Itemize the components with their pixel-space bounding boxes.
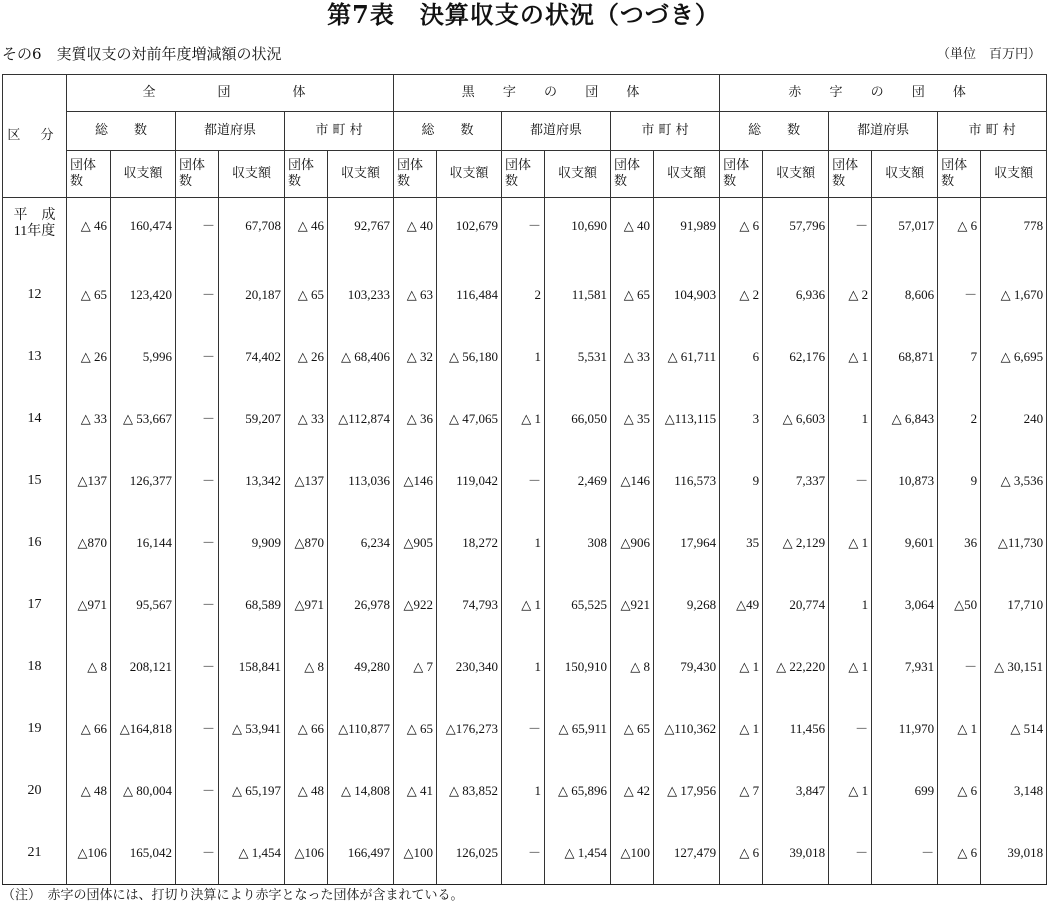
cell-count: △ 8 — [67, 636, 111, 698]
cell-amount: 6,234 — [328, 512, 394, 574]
cell-amount: 127,479 — [654, 822, 720, 885]
cell-count: △ 7 — [394, 636, 437, 698]
cell-amount: 68,589 — [219, 574, 285, 636]
cell-amount: △110,877 — [328, 698, 394, 760]
cell-count: △906 — [611, 512, 654, 574]
cell-count: △870 — [285, 512, 328, 574]
cell-amount: 59,207 — [219, 388, 285, 450]
footnote: （注） 赤字の団体には、打切り決算により赤字となった団体が含まれている。 — [2, 888, 464, 903]
cell-amount: 49,280 — [328, 636, 394, 698]
cell-count: － — [938, 636, 981, 698]
cell-amount: △ 56,180 — [437, 326, 502, 388]
header-amount: 収支額 — [437, 151, 502, 198]
cell-count: 7 — [938, 326, 981, 388]
cell-count: － — [176, 636, 219, 698]
cell-amount: △ 47,065 — [437, 388, 502, 450]
cell-count: △100 — [611, 822, 654, 885]
cell-amount: △ 514 — [981, 698, 1047, 760]
cell-count: △ 1 — [829, 512, 872, 574]
cell-count: △ 40 — [394, 198, 437, 265]
cell-count: △ 7 — [720, 760, 763, 822]
cell-count: △ 6 — [720, 822, 763, 885]
cell-amount: 116,484 — [437, 264, 502, 326]
cell-amount: 91,989 — [654, 198, 720, 265]
cell-amount: 11,970 — [872, 698, 938, 760]
cell-count: △137 — [285, 450, 328, 512]
cell-count: △50 — [938, 574, 981, 636]
table-title: 第7表 決算収支の状況（つづき） — [327, 0, 720, 29]
cell-count: － — [176, 326, 219, 388]
cell-count: 1 — [829, 574, 872, 636]
subgroup-prefecture: 都道府県 — [176, 112, 285, 151]
subgroup-total: 総 数 — [720, 112, 829, 151]
cell-amount: 10,873 — [872, 450, 938, 512]
cell-amount: △ 17,956 — [654, 760, 720, 822]
cell-amount: 65,525 — [545, 574, 611, 636]
header-count: 団体 数 — [938, 151, 981, 198]
cell-count: － — [176, 450, 219, 512]
cell-amount: △ 6,695 — [981, 326, 1047, 388]
header-count: 団体 数 — [502, 151, 545, 198]
cell-amount: 699 — [872, 760, 938, 822]
cell-count: － — [502, 198, 545, 265]
cell-count: 9 — [720, 450, 763, 512]
cell-amount: 39,018 — [981, 822, 1047, 885]
header-amount: 収支額 — [219, 151, 285, 198]
group-header-surplus: 黒 字 の 団 体 — [394, 75, 720, 112]
cell-count: 1 — [502, 326, 545, 388]
cell-amount: 8,606 — [872, 264, 938, 326]
cell-amount: △ 61,711 — [654, 326, 720, 388]
cell-amount: 123,420 — [111, 264, 176, 326]
cell-count: 1 — [502, 760, 545, 822]
cell-count: △ 6 — [938, 198, 981, 265]
cell-amount: 74,793 — [437, 574, 502, 636]
cell-amount: 57,796 — [763, 198, 829, 265]
cell-count: － — [176, 388, 219, 450]
cell-count: △922 — [394, 574, 437, 636]
cell-count: － — [176, 198, 219, 265]
cell-count: 1 — [829, 388, 872, 450]
cell-amount: △ 6,603 — [763, 388, 829, 450]
header-count: 団体 数 — [720, 151, 763, 198]
cell-amount: 119,042 — [437, 450, 502, 512]
cell-count: △146 — [394, 450, 437, 512]
cell-count: － — [829, 198, 872, 265]
row-label: 12 — [3, 264, 67, 326]
cell-amount: 3,148 — [981, 760, 1047, 822]
row-label: 16 — [3, 512, 67, 574]
header-count: 団体 数 — [67, 151, 111, 198]
cell-count: － — [176, 574, 219, 636]
group-header-all: 全 団 体 — [67, 75, 394, 112]
cell-amount: 92,767 — [328, 198, 394, 265]
cell-count: △ 1 — [938, 698, 981, 760]
cell-amount: △ 65,911 — [545, 698, 611, 760]
cell-count: 2 — [502, 264, 545, 326]
cell-amount: 158,841 — [219, 636, 285, 698]
table-body — [3, 198, 1047, 885]
cell-count: △ 63 — [394, 264, 437, 326]
cell-amount: △ 53,667 — [111, 388, 176, 450]
cell-amount: 17,964 — [654, 512, 720, 574]
cell-amount: △112,874 — [328, 388, 394, 450]
cell-amount: 126,025 — [437, 822, 502, 885]
cell-amount: 67,708 — [219, 198, 285, 265]
table-row — [3, 822, 1047, 885]
unit-label: （単位 百万円） — [936, 47, 1041, 62]
cell-amount: △ 1,454 — [545, 822, 611, 885]
cell-count: △ 46 — [285, 198, 328, 265]
cell-amount: 116,573 — [654, 450, 720, 512]
cell-count: △ 32 — [394, 326, 437, 388]
cell-count: △100 — [394, 822, 437, 885]
cell-amount: 9,268 — [654, 574, 720, 636]
header-amount: 収支額 — [545, 151, 611, 198]
cell-amount: △ 65,896 — [545, 760, 611, 822]
cell-count: △ 6 — [938, 760, 981, 822]
table-row — [3, 326, 1047, 388]
cell-amount: 20,187 — [219, 264, 285, 326]
cell-amount: 10,690 — [545, 198, 611, 265]
cell-amount: 11,581 — [545, 264, 611, 326]
cell-count: △ 33 — [611, 326, 654, 388]
cell-count: 9 — [938, 450, 981, 512]
cell-amount: 16,144 — [111, 512, 176, 574]
cell-amount: － — [872, 822, 938, 885]
cell-amount: 160,474 — [111, 198, 176, 265]
cell-amount: 150,910 — [545, 636, 611, 698]
cell-count: △ 8 — [285, 636, 328, 698]
cell-count: 36 — [938, 512, 981, 574]
cell-count: － — [829, 450, 872, 512]
cell-amount: △11,730 — [981, 512, 1047, 574]
cell-count: △ 33 — [67, 388, 111, 450]
cell-count: △ 33 — [285, 388, 328, 450]
cell-count: △ 2 — [720, 264, 763, 326]
cell-count: △ 1 — [720, 698, 763, 760]
cell-amount: 5,531 — [545, 326, 611, 388]
cell-amount: △ 65,197 — [219, 760, 285, 822]
table-subtitle: その6 実質収支の対前年度増減額の状況 — [2, 45, 282, 63]
header-amount: 収支額 — [763, 151, 829, 198]
row-label: 13 — [3, 326, 67, 388]
cell-count: － — [938, 264, 981, 326]
cell-amount: 79,430 — [654, 636, 720, 698]
cell-count: △146 — [611, 450, 654, 512]
cell-count: － — [502, 822, 545, 885]
cell-amount: 104,903 — [654, 264, 720, 326]
cell-amount: 6,936 — [763, 264, 829, 326]
cell-amount: 2,469 — [545, 450, 611, 512]
cell-count: △ 8 — [611, 636, 654, 698]
cell-count: － — [502, 698, 545, 760]
row-label: 20 — [3, 760, 67, 822]
cell-count: △971 — [285, 574, 328, 636]
row-label: 14 — [3, 388, 67, 450]
cell-count: △921 — [611, 574, 654, 636]
cell-amount: 9,909 — [219, 512, 285, 574]
cell-amount: 308 — [545, 512, 611, 574]
cell-count: 2 — [938, 388, 981, 450]
cell-amount: 103,233 — [328, 264, 394, 326]
cell-amount: 68,871 — [872, 326, 938, 388]
cell-amount: 57,017 — [872, 198, 938, 265]
cell-count: △ 65 — [611, 264, 654, 326]
table-row — [3, 264, 1047, 326]
subgroup-prefecture: 都道府県 — [829, 112, 938, 151]
cell-amount: 17,710 — [981, 574, 1047, 636]
cell-amount: 11,456 — [763, 698, 829, 760]
row-label: 平 成 11年度 — [3, 198, 67, 265]
cell-count: △106 — [285, 822, 328, 885]
header-amount: 収支額 — [111, 151, 176, 198]
cell-count: △ 65 — [67, 264, 111, 326]
subgroup-total: 総 数 — [67, 112, 176, 151]
header-count: 団体 数 — [829, 151, 872, 198]
cell-amount: △113,115 — [654, 388, 720, 450]
cell-count: － — [176, 698, 219, 760]
table-row — [3, 198, 1047, 265]
cell-count: － — [176, 822, 219, 885]
cell-count: － — [829, 822, 872, 885]
cell-amount: △ 53,941 — [219, 698, 285, 760]
cell-count: △ 65 — [394, 698, 437, 760]
cell-count: △ 35 — [611, 388, 654, 450]
cell-count: － — [176, 512, 219, 574]
cell-amount: △ 1,670 — [981, 264, 1047, 326]
header-count: 団体 数 — [176, 151, 219, 198]
header-amount: 収支額 — [981, 151, 1047, 198]
subgroup-total: 総 数 — [394, 112, 502, 151]
cell-amount: △ 30,151 — [981, 636, 1047, 698]
cell-count: △106 — [67, 822, 111, 885]
cell-count: － — [176, 760, 219, 822]
cell-count: △ 66 — [285, 698, 328, 760]
cell-amount: 66,050 — [545, 388, 611, 450]
cell-count: △ 41 — [394, 760, 437, 822]
cell-amount: △176,273 — [437, 698, 502, 760]
cell-amount: 102,679 — [437, 198, 502, 265]
table-row — [3, 636, 1047, 698]
cell-amount: 9,601 — [872, 512, 938, 574]
row-label: 18 — [3, 636, 67, 698]
cell-count: △971 — [67, 574, 111, 636]
header-amount: 収支額 — [654, 151, 720, 198]
cell-amount: 7,337 — [763, 450, 829, 512]
header-kubun: 区 分 — [3, 75, 67, 198]
header-amount: 収支額 — [328, 151, 394, 198]
cell-amount: △ 3,536 — [981, 450, 1047, 512]
cell-count: △ 1 — [720, 636, 763, 698]
header-count: 団体 数 — [611, 151, 654, 198]
table-row — [3, 698, 1047, 760]
cell-amount: △ 83,852 — [437, 760, 502, 822]
cell-count: △870 — [67, 512, 111, 574]
cell-count: △ 48 — [285, 760, 328, 822]
cell-amount: 26,978 — [328, 574, 394, 636]
group-header-deficit: 赤 字 の 団 体 — [720, 75, 1047, 112]
cell-count: △ 1 — [502, 574, 545, 636]
leaf-header-row — [3, 151, 1047, 198]
row-label: 17 — [3, 574, 67, 636]
cell-count: △ 26 — [285, 326, 328, 388]
cell-count: 35 — [720, 512, 763, 574]
cell-count: △ 6 — [720, 198, 763, 265]
cell-count: △ 65 — [611, 698, 654, 760]
cell-amount: 13,342 — [219, 450, 285, 512]
cell-amount: 62,176 — [763, 326, 829, 388]
cell-count: △ 46 — [67, 198, 111, 265]
cell-amount: 18,272 — [437, 512, 502, 574]
cell-amount: 39,018 — [763, 822, 829, 885]
cell-amount: 74,402 — [219, 326, 285, 388]
cell-amount: 20,774 — [763, 574, 829, 636]
table-row — [3, 574, 1047, 636]
cell-count: △ 66 — [67, 698, 111, 760]
table-row — [3, 388, 1047, 450]
cell-count: △ 36 — [394, 388, 437, 450]
cell-amount: 5,996 — [111, 326, 176, 388]
cell-amount: △110,362 — [654, 698, 720, 760]
cell-amount: △164,818 — [111, 698, 176, 760]
cell-count: 6 — [720, 326, 763, 388]
cell-amount: 3,847 — [763, 760, 829, 822]
cell-amount: △ 14,808 — [328, 760, 394, 822]
cell-count: △ 40 — [611, 198, 654, 265]
cell-amount: 95,567 — [111, 574, 176, 636]
header-amount: 収支額 — [872, 151, 938, 198]
cell-amount: 113,036 — [328, 450, 394, 512]
subgroup-municipality: 市 町 村 — [611, 112, 720, 151]
table-row — [3, 450, 1047, 512]
cell-count: △137 — [67, 450, 111, 512]
subgroup-prefecture: 都道府県 — [502, 112, 611, 151]
header-count: 団体 数 — [285, 151, 328, 198]
cell-count: △ 2 — [829, 264, 872, 326]
cell-count: △ 1 — [829, 760, 872, 822]
cell-amount: 3,064 — [872, 574, 938, 636]
cell-count: － — [829, 698, 872, 760]
cell-count: △905 — [394, 512, 437, 574]
cell-count: △ 1 — [502, 388, 545, 450]
cell-count: △ 42 — [611, 760, 654, 822]
table-row — [3, 512, 1047, 574]
cell-amount: △ 6,843 — [872, 388, 938, 450]
cell-amount: △ 1,454 — [219, 822, 285, 885]
cell-amount: 230,340 — [437, 636, 502, 698]
cell-count: △ 1 — [829, 326, 872, 388]
cell-amount: △ 2,129 — [763, 512, 829, 574]
subgroup-municipality: 市 町 村 — [285, 112, 394, 151]
header-count: 団体 数 — [394, 151, 437, 198]
cell-count: 3 — [720, 388, 763, 450]
cell-count: － — [176, 264, 219, 326]
cell-amount: △ 22,220 — [763, 636, 829, 698]
settlement-table — [2, 74, 1047, 885]
cell-count: △ 26 — [67, 326, 111, 388]
cell-count: △ 48 — [67, 760, 111, 822]
cell-amount: 7,931 — [872, 636, 938, 698]
cell-count: △ 6 — [938, 822, 981, 885]
row-label: 19 — [3, 698, 67, 760]
cell-count: △ 1 — [829, 636, 872, 698]
cell-count: － — [502, 450, 545, 512]
cell-amount: 240 — [981, 388, 1047, 450]
cell-amount: 166,497 — [328, 822, 394, 885]
row-label: 15 — [3, 450, 67, 512]
subgroup-municipality: 市 町 村 — [938, 112, 1047, 151]
cell-count: △ 65 — [285, 264, 328, 326]
cell-amount: 165,042 — [111, 822, 176, 885]
cell-amount: △ 80,004 — [111, 760, 176, 822]
row-label: 21 — [3, 822, 67, 885]
cell-count: 1 — [502, 512, 545, 574]
cell-count: △49 — [720, 574, 763, 636]
cell-amount: △ 68,406 — [328, 326, 394, 388]
cell-amount: 126,377 — [111, 450, 176, 512]
table-row — [3, 760, 1047, 822]
cell-amount: 778 — [981, 198, 1047, 265]
cell-amount: 208,121 — [111, 636, 176, 698]
cell-count: 1 — [502, 636, 545, 698]
